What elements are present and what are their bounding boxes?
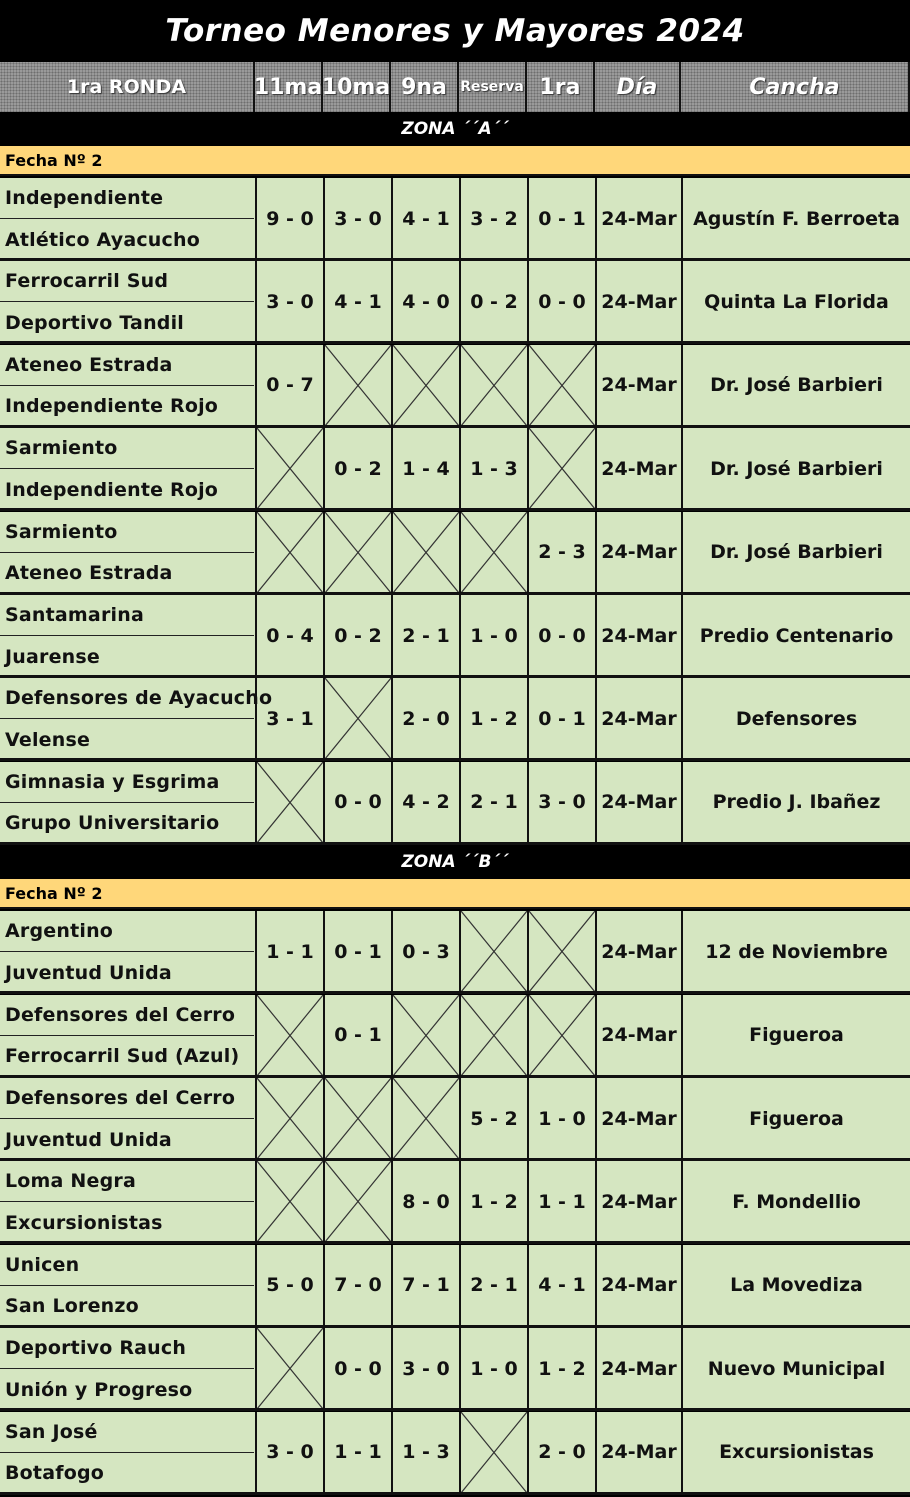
home-team: Sarmiento [0, 428, 254, 469]
no-match-reserva-cross [459, 1412, 527, 1493]
no-match-11ma-cross [255, 1161, 323, 1242]
zone-header: ZONA ´´A´´ [0, 112, 910, 146]
cross-mark-icon [257, 428, 323, 509]
away-team: Juventud Unida [5, 961, 172, 984]
score-1ra: 1 - 0 [527, 1078, 595, 1159]
match-row [0, 178, 910, 261]
score-reserva: 2 - 1 [459, 1245, 527, 1326]
match-venue: Quinta La Florida [681, 261, 910, 342]
score-10ma: 0 - 2 [323, 595, 391, 676]
score-9na: 1 - 4 [391, 428, 459, 509]
away-team: Botafogo [5, 1462, 105, 1485]
match-venue: Figueroa [681, 1078, 910, 1159]
no-match-reserva-cross [459, 345, 527, 426]
match-venue: Dr. José Barbieri [681, 428, 910, 509]
header-ronda: 1ra RONDA [0, 62, 255, 112]
away-team: Juventud Unida [5, 1128, 172, 1151]
score-9na: 0 - 3 [391, 911, 459, 992]
score-9na: 8 - 0 [391, 1161, 459, 1242]
no-match-1ra-cross [527, 428, 595, 509]
home-team: Independiente [0, 178, 254, 219]
match-row [0, 1078, 910, 1161]
match-date: 24-Mar [595, 1078, 681, 1159]
home-team: Defensores de Ayacucho [0, 678, 254, 719]
cross-mark-icon [529, 911, 595, 992]
score-1ra: 0 - 1 [527, 178, 595, 259]
cross-mark-icon [529, 428, 595, 509]
score-11ma: 1 - 1 [255, 911, 323, 992]
score-10ma: 0 - 2 [323, 428, 391, 509]
cross-mark-icon [257, 1328, 323, 1409]
match-date: 24-Mar [595, 678, 681, 759]
cross-mark-icon [393, 345, 459, 426]
header-reserva: Reserva [459, 62, 527, 112]
away-team: Juarense [5, 645, 100, 668]
away-team: Excursionistas [5, 1211, 163, 1234]
home-team: Defensores del Cerro [0, 995, 254, 1036]
match-venue: 12 de Noviembre [681, 911, 910, 992]
score-1ra: 0 - 0 [527, 261, 595, 342]
score-11ma: 3 - 1 [255, 678, 323, 759]
score-1ra: 2 - 0 [527, 1412, 595, 1493]
score-10ma: 3 - 0 [323, 178, 391, 259]
no-match-1ra-cross [527, 995, 595, 1076]
match-row [0, 762, 910, 845]
cross-mark-icon [461, 911, 527, 992]
no-match-10ma-cross [323, 1161, 391, 1242]
cross-mark-icon [461, 512, 527, 593]
score-11ma: 3 - 0 [255, 261, 323, 342]
score-11ma: 0 - 7 [255, 345, 323, 426]
cross-mark-icon [393, 512, 459, 593]
match-venue: La Movediza [681, 1245, 910, 1326]
cross-mark-icon [325, 678, 391, 759]
score-reserva: 1 - 0 [459, 1328, 527, 1409]
score-10ma: 0 - 0 [323, 1328, 391, 1409]
match-venue: Dr. José Barbieri [681, 345, 910, 426]
score-11ma: 5 - 0 [255, 1245, 323, 1326]
row-divider [0, 1492, 910, 1495]
header-11ma: 11ma [255, 62, 323, 112]
score-9na: 4 - 2 [391, 762, 459, 843]
score-11ma: 0 - 4 [255, 595, 323, 676]
match-row [0, 995, 910, 1078]
home-team: Gimnasia y Esgrima [0, 762, 254, 803]
cross-mark-icon [257, 762, 323, 843]
no-match-10ma-cross [323, 345, 391, 426]
score-10ma: 4 - 1 [323, 261, 391, 342]
no-match-reserva-cross [459, 995, 527, 1076]
home-team: Sarmiento [0, 512, 254, 553]
cross-mark-icon [461, 345, 527, 426]
score-reserva: 1 - 2 [459, 678, 527, 759]
fecha-label: Fecha Nº 2 [0, 879, 910, 909]
cross-mark-icon [257, 512, 323, 593]
score-10ma: 0 - 1 [323, 995, 391, 1076]
match-venue: Defensores [681, 678, 910, 759]
match-row [0, 261, 910, 344]
away-team: Ferrocarril Sud (Azul) [5, 1045, 240, 1068]
match-date: 24-Mar [595, 345, 681, 426]
away-team: Unión y Progreso [5, 1378, 193, 1401]
match-venue: Figueroa [681, 995, 910, 1076]
away-team: Atlético Ayacucho [5, 228, 200, 251]
score-reserva: 5 - 2 [459, 1078, 527, 1159]
match-date: 24-Mar [595, 512, 681, 593]
score-1ra: 0 - 0 [527, 595, 595, 676]
match-row [0, 1328, 910, 1411]
header-cancha: Cancha [681, 62, 910, 112]
score-reserva: 1 - 0 [459, 595, 527, 676]
no-match-11ma-cross [255, 1328, 323, 1409]
score-1ra: 3 - 0 [527, 762, 595, 843]
header-dia: Día [595, 62, 681, 112]
match-date: 24-Mar [595, 911, 681, 992]
home-team: Santamarina [0, 595, 254, 636]
cross-mark-icon [325, 1078, 391, 1159]
match-date: 24-Mar [595, 995, 681, 1076]
cross-mark-icon [325, 345, 391, 426]
no-match-9na-cross [391, 345, 459, 426]
no-match-reserva-cross [459, 512, 527, 593]
match-row [0, 595, 910, 678]
away-team: Independiente Rojo [5, 478, 219, 501]
match-date: 24-Mar [595, 1328, 681, 1409]
away-team: San Lorenzo [5, 1295, 139, 1318]
away-team: Ateneo Estrada [5, 562, 173, 585]
cross-mark-icon [529, 995, 595, 1076]
score-reserva: 3 - 2 [459, 178, 527, 259]
match-date: 24-Mar [595, 1161, 681, 1242]
match-venue: Agustín F. Berroeta [681, 178, 910, 259]
match-row [0, 512, 910, 595]
score-1ra: 1 - 2 [527, 1328, 595, 1409]
match-row [0, 345, 910, 428]
score-reserva: 0 - 2 [459, 261, 527, 342]
score-reserva: 1 - 3 [459, 428, 527, 509]
sheet-title: Torneo Menores y Mayores 2024 [0, 0, 910, 62]
no-match-1ra-cross [527, 911, 595, 992]
cross-mark-icon [257, 1078, 323, 1159]
away-team: Deportivo Tandil [5, 311, 185, 334]
match-date: 24-Mar [595, 595, 681, 676]
match-row [0, 678, 910, 761]
match-date: 24-Mar [595, 428, 681, 509]
cross-mark-icon [325, 1161, 391, 1242]
cross-mark-icon [325, 512, 391, 593]
zone-header: ZONA ´´B´´ [0, 845, 910, 879]
score-9na: 2 - 0 [391, 678, 459, 759]
score-1ra: 2 - 3 [527, 512, 595, 593]
home-team: Deportivo Rauch [0, 1328, 254, 1369]
home-team: Ateneo Estrada [0, 345, 254, 386]
no-match-9na-cross [391, 995, 459, 1076]
home-team: Unicen [0, 1245, 254, 1286]
match-venue: Nuevo Municipal [681, 1328, 910, 1409]
score-11ma: 3 - 0 [255, 1412, 323, 1493]
cross-mark-icon [257, 1161, 323, 1242]
match-date: 24-Mar [595, 261, 681, 342]
away-team: Velense [5, 728, 91, 751]
match-venue: Dr. José Barbieri [681, 512, 910, 593]
header-9na: 9na [391, 62, 459, 112]
away-team: Independiente Rojo [5, 395, 219, 418]
no-match-10ma-cross [323, 1078, 391, 1159]
score-10ma: 1 - 1 [323, 1412, 391, 1493]
score-1ra: 4 - 1 [527, 1245, 595, 1326]
home-team: Loma Negra [0, 1161, 254, 1202]
home-team: San José [0, 1412, 254, 1453]
cross-mark-icon [393, 995, 459, 1076]
match-venue: F. Mondellio [681, 1161, 910, 1242]
no-match-11ma-cross [255, 428, 323, 509]
no-match-10ma-cross [323, 678, 391, 759]
home-team: Ferrocarril Sud [0, 261, 254, 302]
match-venue: Excursionistas [681, 1412, 910, 1493]
no-match-reserva-cross [459, 911, 527, 992]
score-10ma: 0 - 0 [323, 762, 391, 843]
match-venue: Predio J. Ibañez [681, 762, 910, 843]
score-10ma: 0 - 1 [323, 911, 391, 992]
no-match-9na-cross [391, 512, 459, 593]
cross-mark-icon [257, 995, 323, 1076]
match-row [0, 1245, 910, 1328]
no-match-11ma-cross [255, 995, 323, 1076]
home-team: Argentino [0, 911, 254, 952]
no-match-9na-cross [391, 1078, 459, 1159]
score-1ra: 0 - 1 [527, 678, 595, 759]
score-reserva: 2 - 1 [459, 762, 527, 843]
score-9na: 4 - 1 [391, 178, 459, 259]
score-9na: 4 - 0 [391, 261, 459, 342]
no-match-1ra-cross [527, 345, 595, 426]
match-date: 24-Mar [595, 1412, 681, 1493]
cross-mark-icon [461, 995, 527, 1076]
no-match-11ma-cross [255, 512, 323, 593]
away-team: Grupo Universitario [5, 812, 220, 835]
match-row [0, 911, 910, 994]
score-9na: 2 - 1 [391, 595, 459, 676]
no-match-10ma-cross [323, 512, 391, 593]
score-9na: 1 - 3 [391, 1412, 459, 1493]
no-match-11ma-cross [255, 1078, 323, 1159]
header-10ma: 10ma [323, 62, 391, 112]
cross-mark-icon [461, 1412, 527, 1493]
header-1ra: 1ra [527, 62, 595, 112]
match-row [0, 1161, 910, 1244]
match-date: 24-Mar [595, 1245, 681, 1326]
column-header-row [0, 62, 910, 112]
no-match-11ma-cross [255, 762, 323, 843]
score-9na: 7 - 1 [391, 1245, 459, 1326]
score-10ma: 7 - 0 [323, 1245, 391, 1326]
score-9na: 3 - 0 [391, 1328, 459, 1409]
match-row [0, 428, 910, 511]
cross-mark-icon [393, 1078, 459, 1159]
home-team: Defensores del Cerro [0, 1078, 254, 1119]
score-1ra: 1 - 1 [527, 1161, 595, 1242]
cross-mark-icon [529, 345, 595, 426]
score-reserva: 1 - 2 [459, 1161, 527, 1242]
match-row [0, 1412, 910, 1495]
match-date: 24-Mar [595, 178, 681, 259]
match-venue: Predio Centenario [681, 595, 910, 676]
fecha-label: Fecha Nº 2 [0, 146, 910, 176]
score-11ma: 9 - 0 [255, 178, 323, 259]
match-date: 24-Mar [595, 762, 681, 843]
